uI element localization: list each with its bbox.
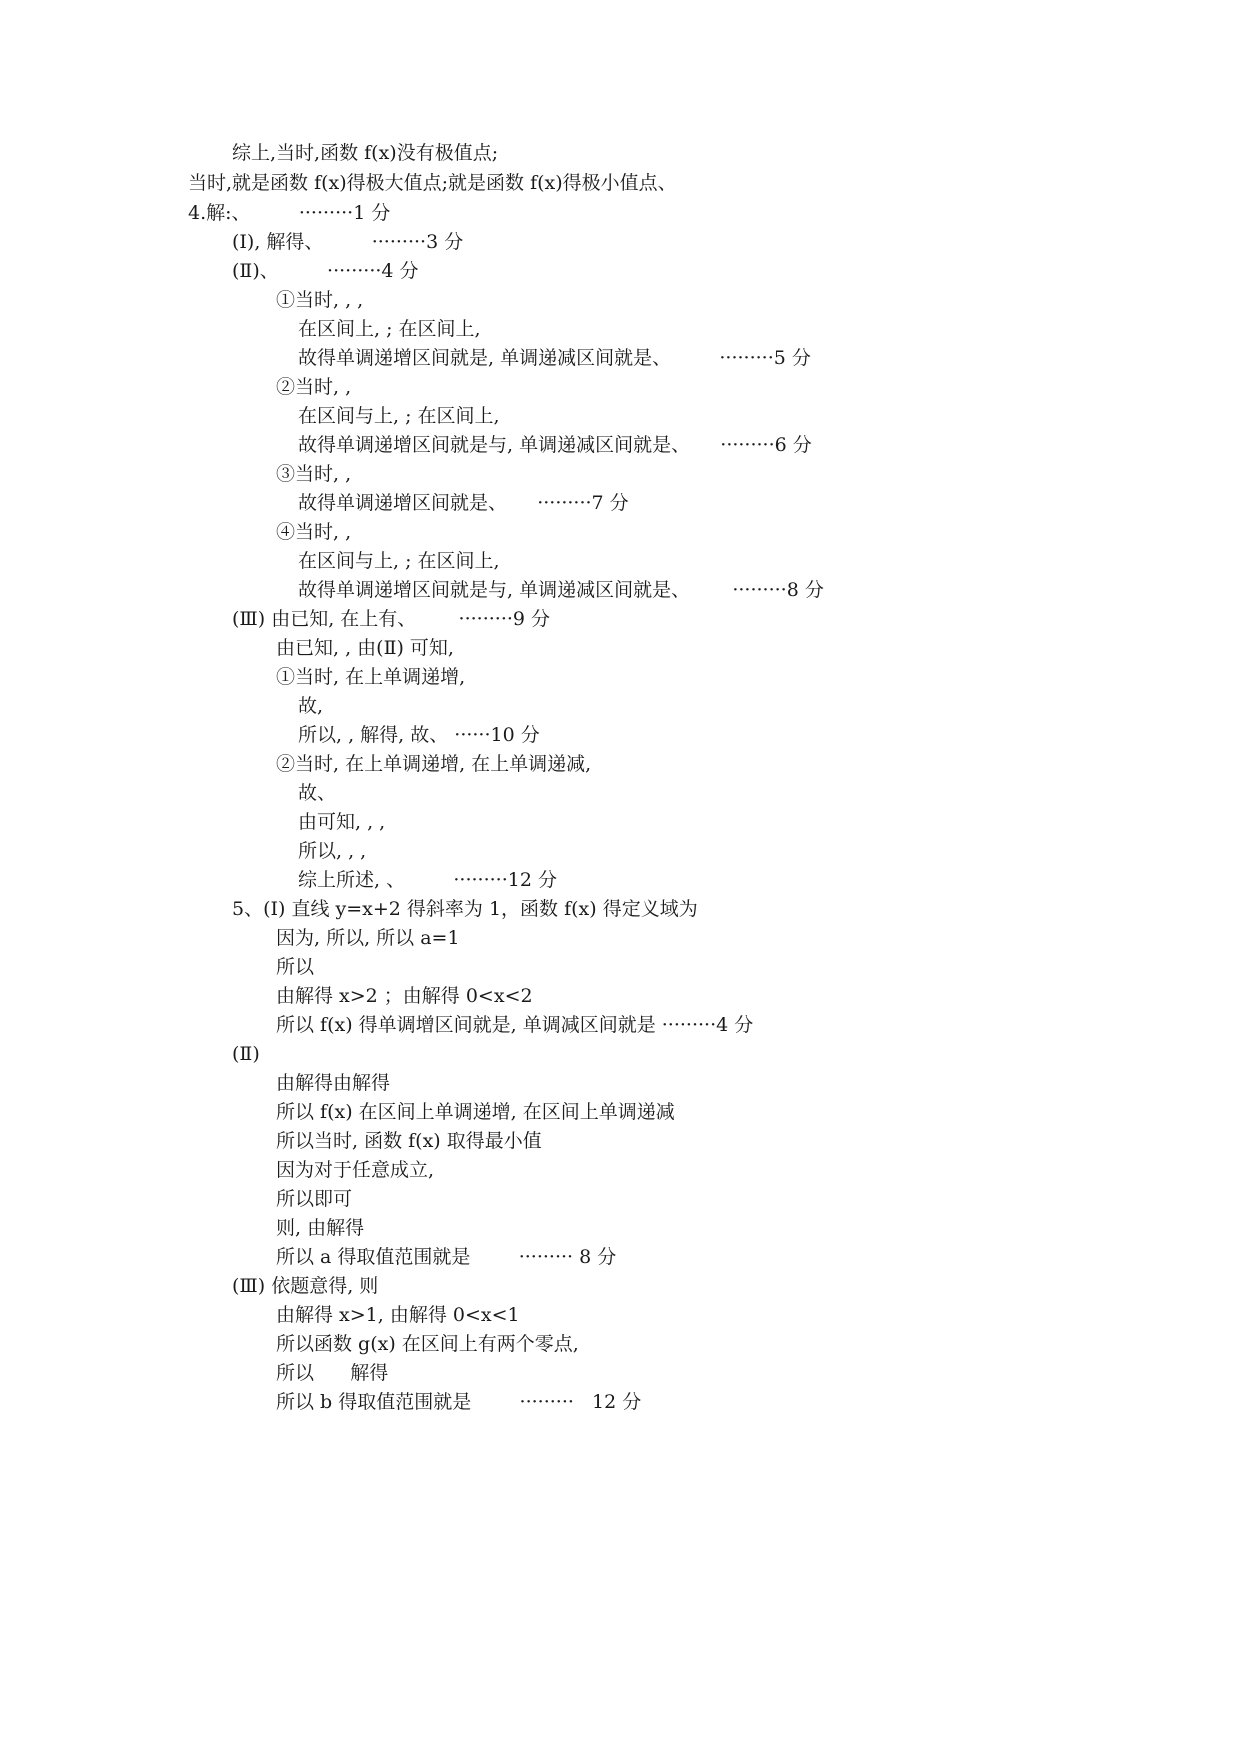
text-line-8: 故得单调递增区间就是, 单调递减区间就是、 ·········5 分 bbox=[298, 347, 811, 369]
text-line-31: 所以 f(x) 得单调增区间就是, 单调减区间就是 ·········4 分 bbox=[276, 1014, 754, 1036]
text-line-19: ①当时, 在上单调递增, bbox=[276, 666, 466, 688]
text-line-41: 由解得 x>1, 由解得 0<x<1 bbox=[276, 1304, 520, 1326]
text-line-15: 在区间与上, ; 在区间上, bbox=[298, 550, 500, 572]
text-line-39: 所以 a 得取值范围就是 ········· 8 分 bbox=[276, 1246, 617, 1268]
text-line-12: ③当时, , bbox=[276, 463, 352, 485]
text-line-30: 由解得 x>2 ；由解得 0<x<2 bbox=[276, 985, 533, 1007]
text-line-33: 由解得由解得 bbox=[276, 1072, 391, 1094]
text-line-32: (Ⅱ) bbox=[232, 1043, 260, 1065]
text-line-2: 当时,就是函数 f(x)得极大值点;就是函数 f(x)得极小值点、 bbox=[188, 172, 677, 194]
text-line-21: 所以, , 解得, 故、 ······10 分 bbox=[298, 724, 540, 746]
text-line-44: 所以 b 得取值范围就是 ········· 12 分 bbox=[276, 1391, 642, 1413]
text-line-24: 由可知, , , bbox=[298, 811, 386, 833]
text-line-40: (Ⅲ) 依题意得, 则 bbox=[232, 1275, 379, 1297]
text-line-7: 在区间上, ; 在区间上, bbox=[298, 318, 481, 340]
text-line-35: 所以当时, 函数 f(x) 取得最小值 bbox=[276, 1130, 542, 1152]
text-line-14: ④当时, , bbox=[276, 521, 352, 543]
text-line-5: (Ⅱ)、 ·········4 分 bbox=[232, 260, 419, 282]
text-line-29: 所以 bbox=[276, 956, 315, 978]
text-line-4: (Ⅰ), 解得、 ·········3 分 bbox=[232, 231, 464, 253]
text-line-17: (Ⅲ) 由已知, 在上有、 ·········9 分 bbox=[232, 608, 551, 630]
text-line-37: 所以即可 bbox=[276, 1188, 353, 1210]
text-line-22: ②当时, 在上单调递增, 在上单调递减, bbox=[276, 753, 592, 775]
text-line-42: 所以函数 g(x) 在区间上有两个零点, bbox=[276, 1333, 579, 1355]
text-line-9: ②当时, , bbox=[276, 376, 352, 398]
text-line-10: 在区间与上, ; 在区间上, bbox=[298, 405, 500, 427]
text-line-43: 所以 解得 bbox=[276, 1362, 389, 1384]
text-line-38: 则, 由解得 bbox=[276, 1217, 365, 1239]
text-line-28: 因为, 所以, 所以 a=1 bbox=[276, 927, 460, 949]
text-line-20: 故, bbox=[298, 695, 324, 717]
text-line-16: 故得单调递增区间就是与, 单调递减区间就是、 ·········8 分 bbox=[298, 579, 824, 601]
text-line-18: 由已知, , 由(Ⅱ) 可知, bbox=[276, 637, 454, 659]
text-line-34: 所以 f(x) 在区间上单调递增, 在区间上单调递减 bbox=[276, 1101, 675, 1123]
text-line-25: 所以, , , bbox=[298, 840, 367, 862]
text-line-13: 故得单调递增区间就是、 ·········7 分 bbox=[298, 492, 629, 514]
text-line-23: 故、 bbox=[298, 782, 337, 804]
text-line-27: 5、(Ⅰ) 直线 y=x+2 得斜率为 1，函数 f(x) 得定义域为 bbox=[232, 898, 698, 920]
text-line-11: 故得单调递增区间就是与, 单调递减区间就是、 ·········6 分 bbox=[298, 434, 812, 456]
text-line-6: ①当时, , , bbox=[276, 289, 364, 311]
text-line-3: 4.解:、 ·········1 分 bbox=[188, 202, 391, 224]
text-line-26: 综上所述, 、 ·········12 分 bbox=[298, 869, 557, 891]
text-line-36: 因为对于任意成立, bbox=[276, 1159, 435, 1181]
text-line-1: 综上,当时,函数 f(x)没有极值点; bbox=[232, 142, 499, 164]
